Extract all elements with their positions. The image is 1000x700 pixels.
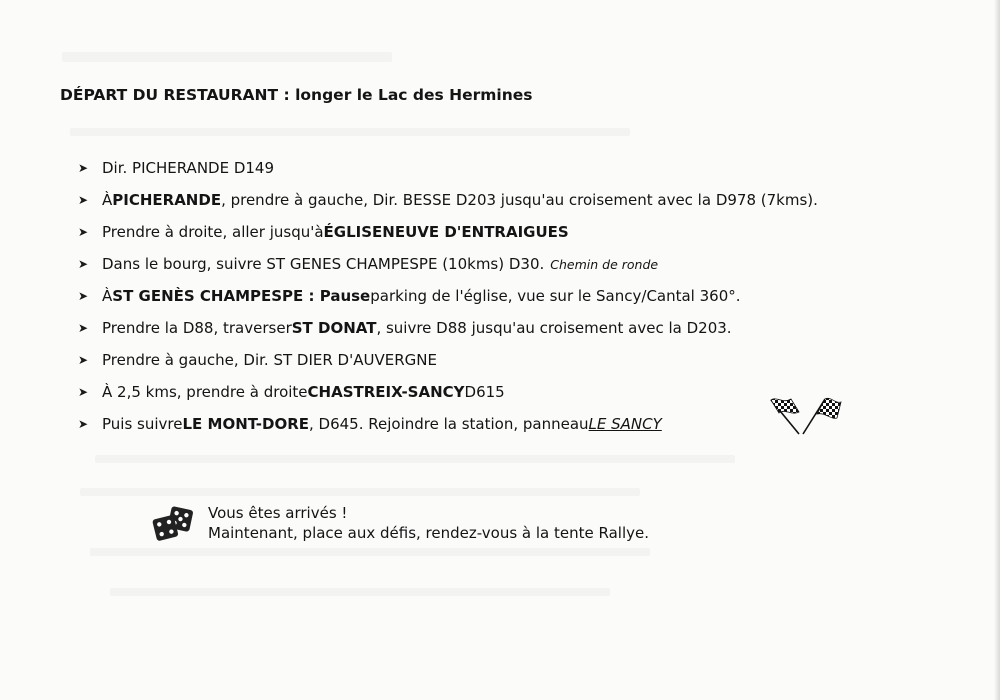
step-text: , prendre à gauche, Dir. BESSE D203 jusqu'au croisement avec la D978 (7kms). — [221, 191, 818, 209]
checkered-flags-icon — [763, 394, 843, 436]
step-text: Prendre à gauche, Dir. ST DIER D'AUVERGNE — [102, 351, 437, 369]
route-step — [78, 280, 978, 312]
arrow-bullet-icon: ➤ — [78, 257, 89, 271]
route-step — [78, 312, 978, 344]
step-text: D615 — [464, 383, 505, 401]
step-text: Prendre la D88, traverser — [102, 319, 292, 337]
sign-name: LE SANCY — [588, 415, 662, 433]
step-text-bold: ST DONAT — [291, 319, 377, 337]
page-edge-shadow — [994, 0, 1000, 700]
page-heading — [60, 86, 532, 104]
step-text: À 2,5 kms, prendre à droite — [102, 383, 308, 401]
arrival-line-2: Maintenant, place aux défis, rendez-vous à la tente Rallye. — [208, 524, 649, 542]
heading-rest: longer le Lac des Hermines — [289, 86, 533, 104]
step-text-bold: LE MONT-DORE — [182, 415, 309, 433]
bleed-through-mark — [110, 588, 610, 596]
route-step — [78, 152, 978, 184]
arrow-bullet-icon: ➤ — [78, 353, 89, 367]
step-text-bold: CHASTREIX-SANCY — [307, 383, 465, 401]
bleed-through-mark — [62, 52, 392, 62]
heading-bold: DÉPART DU RESTAURANT : — [60, 86, 290, 104]
route-step — [78, 344, 978, 376]
route-step — [78, 376, 978, 408]
dice-icon — [150, 504, 200, 548]
step-text: À — [102, 191, 113, 209]
step-text-bold: ST GENÈS CHAMPESPE : Pause — [112, 287, 371, 305]
bleed-through-mark — [80, 488, 640, 496]
step-text: Prendre à droite, aller jusqu'à — [102, 223, 324, 241]
arrow-bullet-icon: ➤ — [78, 385, 89, 399]
arrow-bullet-icon: ➤ — [78, 225, 89, 239]
step-text: À — [102, 287, 113, 305]
arrow-bullet-icon: ➤ — [78, 417, 89, 431]
arrow-bullet-icon: ➤ — [78, 321, 89, 335]
route-step — [78, 216, 978, 248]
bleed-through-mark — [95, 455, 735, 463]
bleed-through-mark — [90, 548, 650, 556]
route-steps-list — [78, 152, 978, 440]
bleed-through-mark — [70, 128, 630, 136]
route-step — [78, 248, 978, 280]
route-step — [78, 408, 978, 440]
step-note: Chemin de ronde — [550, 256, 659, 272]
arrival-message — [208, 503, 649, 543]
arrival-line-1: Vous êtes arrivés ! — [208, 504, 348, 522]
step-text: Dir. PICHERANDE D149 — [102, 159, 275, 177]
step-text-bold: PICHERANDE — [112, 191, 222, 209]
arrow-bullet-icon: ➤ — [78, 289, 89, 303]
step-text: Dans le bourg, suivre ST GENES CHAMPESPE (10kms) D30. — [102, 255, 545, 273]
step-text-bold: ÉGLISENEUVE D'ENTRAIGUES — [323, 223, 569, 241]
step-text: parking de l'église, vue sur le Sancy/Cantal 360°. — [370, 287, 741, 305]
step-text: Puis suivre — [102, 415, 183, 433]
route-step — [78, 184, 978, 216]
arrow-bullet-icon: ➤ — [78, 161, 89, 175]
arrow-bullet-icon: ➤ — [78, 193, 89, 207]
step-text: , D645. Rejoindre la station, panneau — [309, 415, 589, 433]
step-text: , suivre D88 jusqu'au croisement avec la D203. — [376, 319, 732, 337]
